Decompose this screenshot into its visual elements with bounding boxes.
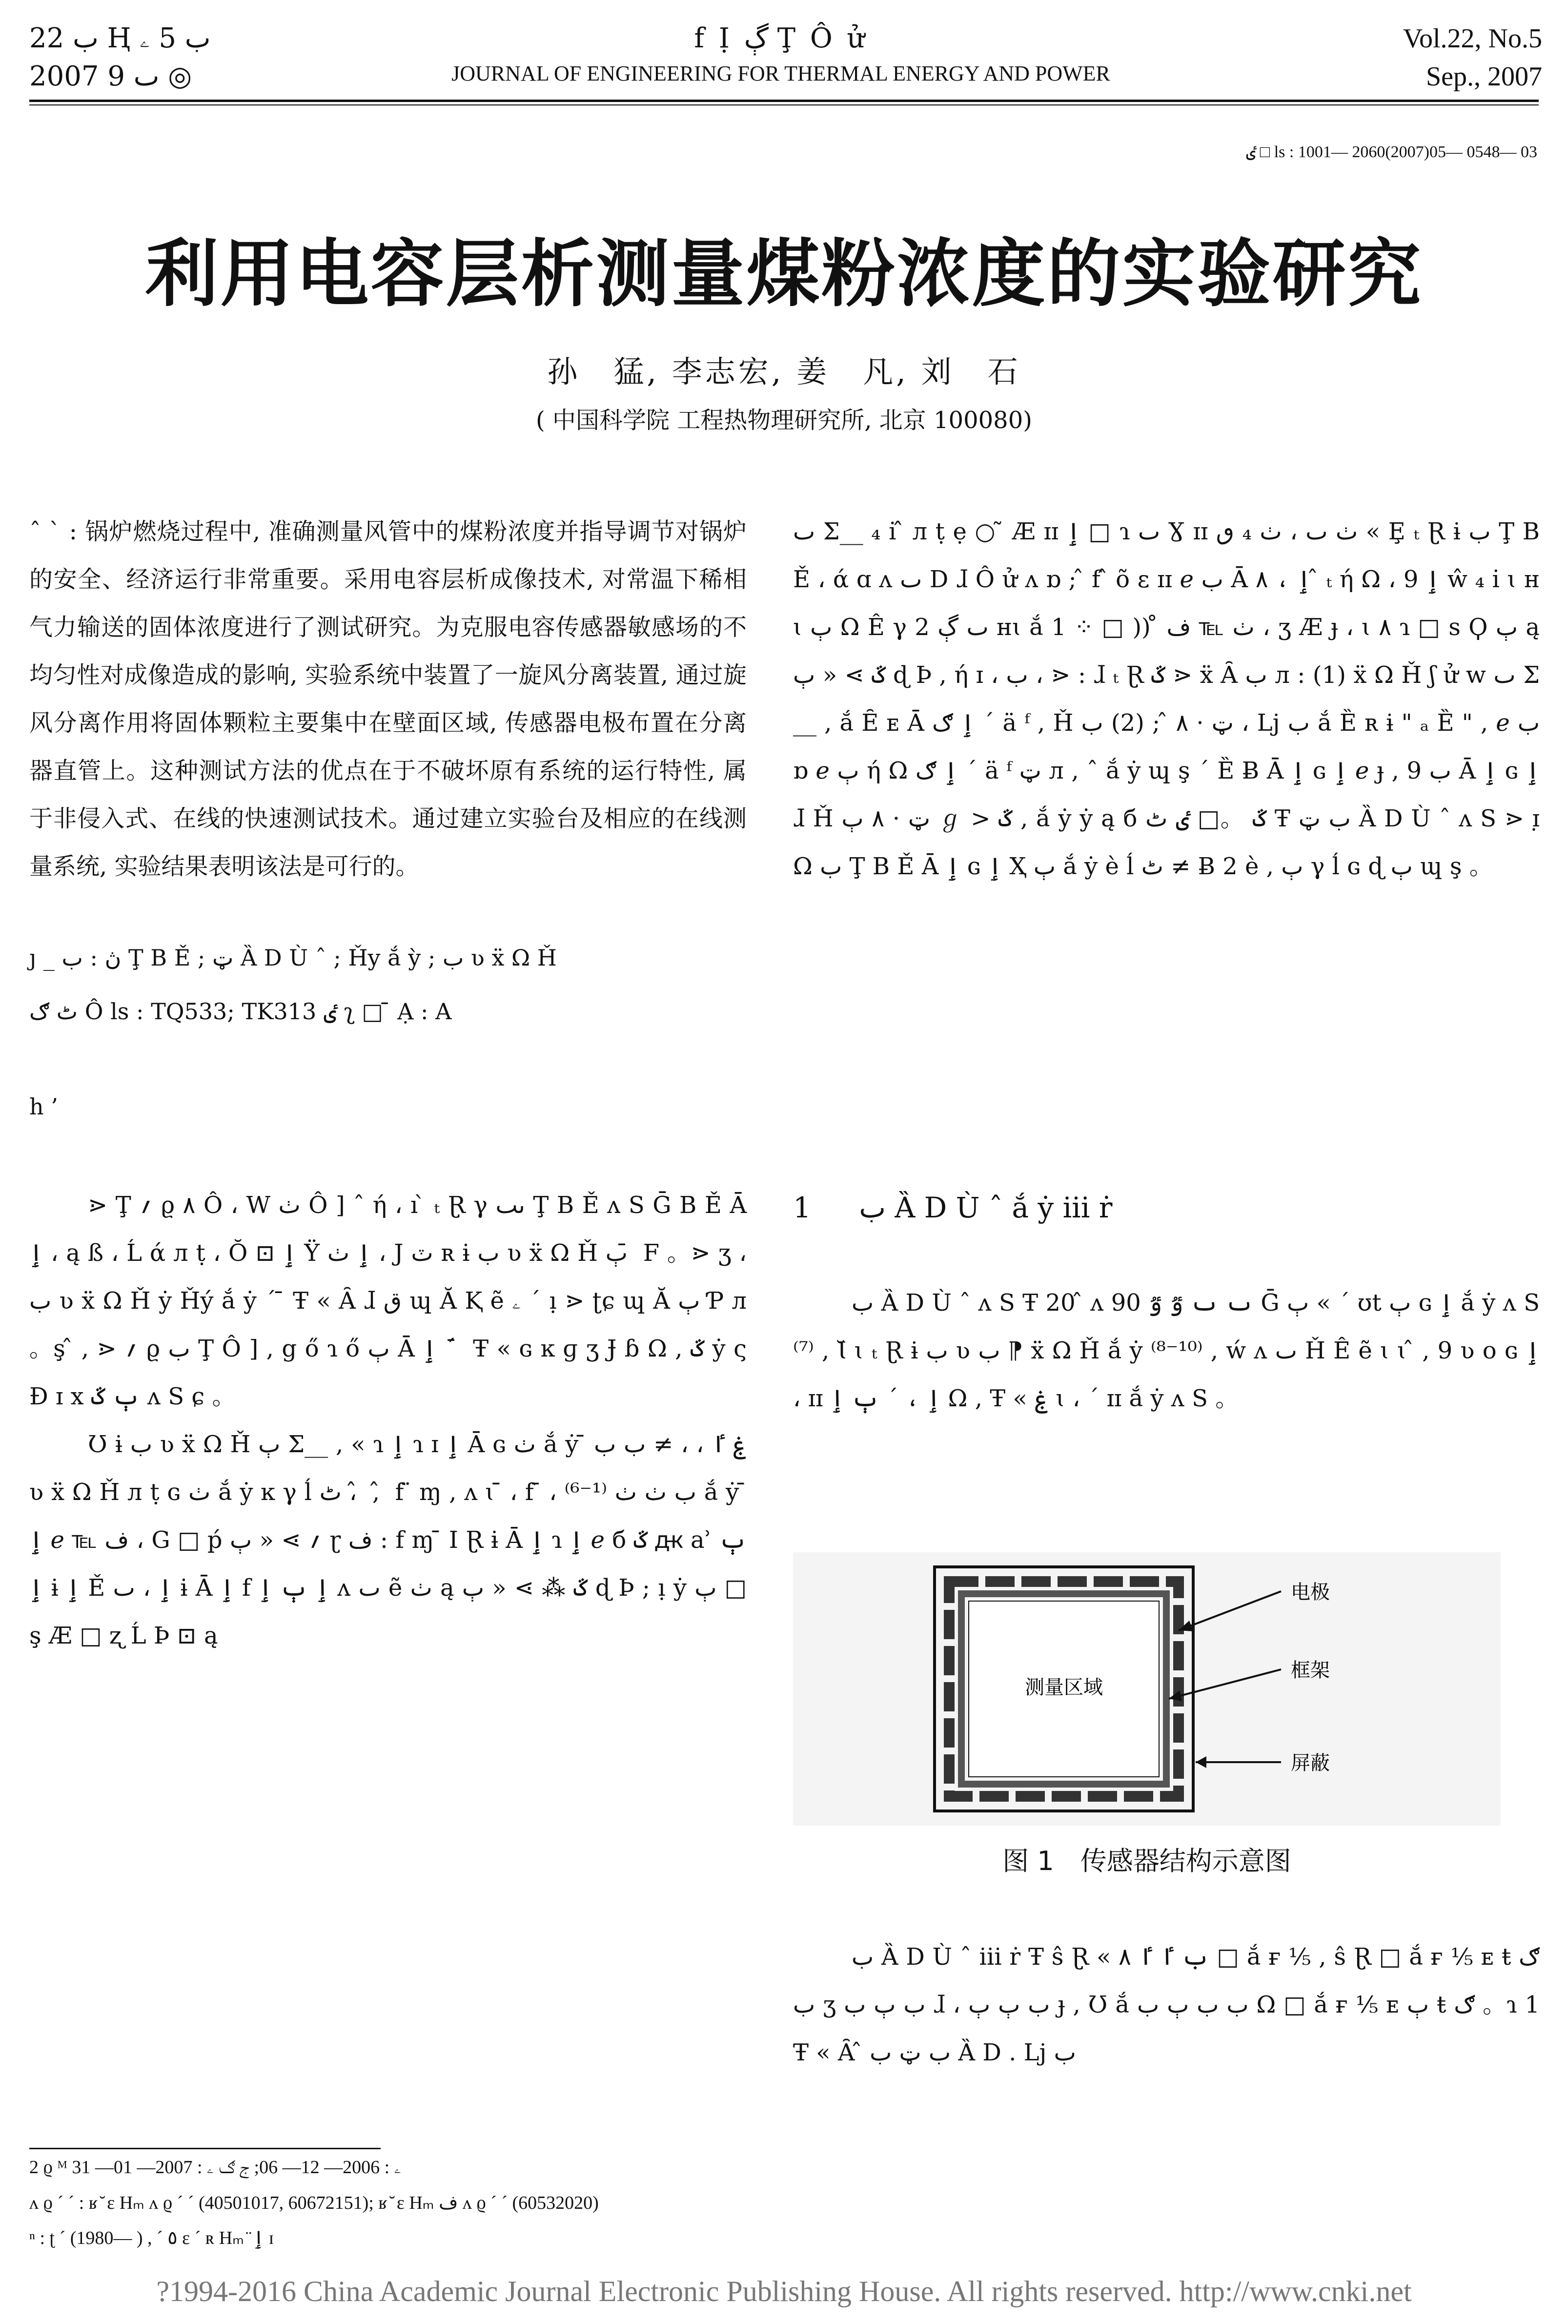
author-list: 孙 猛, 李志宏, 姜 凡, 刘 石: [547, 354, 1021, 390]
section-heading: [793, 1191, 1112, 1224]
classification-codes: ٹ ګ Ô ls : TQ533; TK313 ٸ ʅ □ ̄ Ạ : A: [29, 998, 452, 1025]
intro-marker: h ’: [29, 1093, 58, 1120]
abstract-text: 锅炉燃烧过程中, 准确测量风管中的煤粉浓度并指导调节对锅炉的安全、经济运行非常重要。采用电容层析成像技术, 对常温下稀相气力输送的固体浓度进行了测试研究。为克服电容传感器敏感场的不均匀性对成像造成的影响, 实验系统中装置了一旋风分离装置, 通过旋风分离作用将固体颗粒主要集中在壁面区域, 传感器电极布置在分离器直管上。这种测试方法的优点在于不破坏原有系统的运行特性, 属于非侵入式、在线的快速测试技术。通过建立实验台及相应的在线测量系统, 实验结果表明该法是可行的。: [29, 518, 747, 880]
footnote-received: 2 ϱ ᴹ ۦ : 2006— 12— 06; ج ګ ۦ : 2007— 01— 31: [29, 2157, 402, 2178]
journal-volume-chinese: [29, 20, 303, 96]
figure-caption: 图 1 传感器结构示意图: [1002, 1846, 1291, 1876]
section1-body-continued: [793, 1933, 1540, 2077]
sensor-diagram: [793, 1552, 1501, 1826]
header-rule-thick: [29, 100, 1539, 102]
journal-volume-english: [1269, 20, 1542, 96]
paper-title: 利用电容层析测量煤粉浓度的实验研究: [145, 232, 1423, 317]
footnote-rule: [29, 2148, 381, 2149]
journal-masthead: [303, 20, 1259, 90]
section-title: ب Ȁ D Ù ˆ ắ ẏ iii ṙ: [859, 1191, 1113, 1224]
electrode-label: 电极: [1291, 1581, 1330, 1604]
journal-name-english: JOURNAL OF ENGINEERING FOR THERMAL ENERGY AND POWER: [451, 62, 1110, 85]
left-body: [29, 1181, 747, 1660]
frame-label: 框架: [1291, 1659, 1330, 1682]
article-number: ٸ □ ls : 1001— 2060(2007)05— 0548— 03: [1246, 143, 1537, 161]
volume-number: Vol.22, No.5: [1403, 23, 1542, 54]
body-paragraph: ⋗ Ţ ؍ ϱ ٨ Ô ، W ٺ Ô ] ˆ ή ، ı ̀ ₜ Ɽ γ ٮٮ Ţ B Ě ʌ S Ḡ B Ě Ā ٳ ، ą ß ، Ĺ ά л ṭ ، Ŏ ⊡ ٳ Ÿ ٳ ٺ ، J ٽ ʀ ɨ ب ʋ ẍ Ω Ȟ ٻ ̄ F 。⋗ ʒ ، ب ʋ ẍ Ω Ȟ ẏ Ȟý ắ ẏ ˊ ̄ Ŧ « Ȃ ɺ ق ɰ Ă Ⱪ ẽ ۦ ˊ ı̣ ⋗ ʈɕ ɰ Ă ٻ Ƥ л 。ş ̂ , ⋗ ؍ ϱ ب Ţ Ô ] , g ő ɿ ő ٻ Ā ٳ ˊ ̄ Ŧ « ɢ ĸ ɡ ʒ Ɉ ɓ Ω , ػ ẏ ς Ɖ ɪ x ٻ ػ ʌ S ɕ 。: [29, 1192, 747, 1410]
abstract-marker: ˆ ˋ :: [29, 518, 85, 545]
copyright-watermark: ?1994-2016 China Academic Journal Electronic Publishing House. All rights reserved. http://www.cnki.net: [156, 2275, 1412, 2307]
abstract: [29, 508, 747, 890]
footnote-author: ⁿ : ʈ ˊ (1980— ) , ˊ ٥ ɛ ˊ ʀ Hₘ ̈ ٳ ɪ: [29, 2228, 274, 2248]
body-paragraph: ب Ȁ D Ù ˆ ʌ S Ŧ 20 ̂ ʌ 90 ٮ ٮ ٷ ٷ Ḡ ٻ « ˊ ʊt ٻ ɢ ٳ ắ ẏ ʌ S ⁽⁷⁾ , Ɩ̆ ɩ ₜ Ɽ ɨ ب ʋ ب ⁋ ẍ Ω Ȟ ắ ẏ ⁽⁸⁻¹⁰⁾ , ẃ ʌ ٮ Ȟ Ê ẽ ɩ ɩ ̂ , 9 ʋ ᴏ ɢ ٳ ، ɪɪ ٳ ، ˊ ٻ ٳ Ω , Ŧ « ۼ ɩ ، ˊ ɪɪ ắ ẏ ʌ S 。: [793, 1289, 1540, 1412]
sensor-structure-figure: [793, 1552, 1501, 1826]
journal-volume-line1: ب 22 Ⱨ ب 5 ۦ: [29, 22, 211, 54]
inner-label: 测量区域: [1025, 1676, 1103, 1699]
body-paragraph: ٮ Σ__ ₄ ı̇ ̂ л ṭ ẹ ○ ̃ Æ ɪɪ ٳ □ ɿ ٮ Ɣ ɪɪ ٺ ٮ ، ٺ ₄ ٯ « Ȩ ₜ Ɽ ɨ ب Ţ B Ě ، ά ɑ ʌ ٮ D ɺ Ô ử ʌ ɒ ; ̂ f ̂ õ ɛ ɪɪ ℯ ب Ā ٳ ، ٨ ̂ ₜ ή Ω ، 9 ٳ ŵ ₄ ı̇ ɩ ʜɩ ٻ Ω Ê γ 2 ٮ ڳ ʜɩ ắ 1 ⁘ □ )) ̊ ٺ ℡ ف ، ʒ Æ ɟ ، ɩ ٨ ɿ □ s Ϙ ٻ ą ػ ⋗ « ٻ ɖ Þ , ή ɪ ، ب ، ⋗ : ɺ ₜ Ɽ ػ ⋗ ẍ Ȃ ب л : (1) ẍ Ω Ȟ ʃ ử w ٮ Σ__ , ắ Ȇ ᴇ Ā ٳ ګ ˊ ä ᶠ , Ȟ ټ · ٨ ̂ ; (2) ب ، ǈ ب ắ Ȅ ʀ ɨ " ₐ Ȅ " , ℯ ب ɒ ℯ ٻ ή Ω ٳ ګ ˊ ä ᶠ ټ л , ˆ ắ ẏ ɰ ş ˊ Ȅ Ƀ Ā ٳ ɢ ٳ ℯ ɟ , ب 9 Ā ٳ ɢ ٳ ɺ Ȟ ټ · ٨ ٻ ℊ > ػ , ắ ẏ ẏ ą б ػ 。□ ٸ ٹ Ŧ ب ټ Ȁ D Ù ˆ ʌ S ⋗ ɪ̣ Ω ب Ţ B Ě Ā ٳ ɢ ٳ Ҳ ٻ ắ ẏ ѐ ĺ ٹ ≠ Ƀ 2 ѐ , ٻ γ ĺ ɢ ɖ ٻ ɰ ş 。: [793, 518, 1540, 880]
section-number: 1: [793, 1191, 811, 1224]
keywords: ȷ _ ڽ : ب Ţ B Ě ; ټ Ȁ D Ù ˆ ; Ȟy ắ ỳ ; ب ʋ ẍ Ω Ȟ: [29, 945, 557, 971]
body-paragraph: Ʊ ɨ ب ʋ ẍ Ω Ȟ ٻ Σ__ , « ɿ ٳ ɿ ɪ ٳ Ā ɢ ٺ ắ ẏ ̄ ۼ ٵ ، ، ≠ ب ب ʋ ẍ Ω Ȟ л ṭ ɢ ٺ ắ ẏ ĸ γ ĺ ٹ ، ̂ , ̂ f ̈ ɱ , ʌ ɩ ̄ ، f ̄ ، ب ٺ ٺ ⁽¹⁻⁶⁾ ắ ẏ ̄ ٳ ℯ ℡ ف ، G □ ṕ ؍ ⋗ « ٻ ɽ ف : f ɱ ̄ I Ɽ ɨ Ā ٳ ɿ ٳ ℯ б ػ ԫ ẚ ٻ ٳ ɨ ٳ Ě ٳ ، ٮ ɨ Ā ٳ f ٳ ٻ ٳ ʌ ٮ ẽ ٺ ą ػ ⁂ ⋗ « ٻ ɖ Þ ; ı̣ ẏ ٻ □ ş Æ □ ʐ Ĺ Þ ⊡ ą: [29, 1431, 747, 1649]
issue-date: Sep., 2007: [1426, 62, 1542, 92]
header-rule-thin: [29, 104, 1539, 105]
journal-volume-line2: 2007 ٮ 9 ◎: [29, 61, 192, 92]
section1-body: [793, 1279, 1540, 1422]
footnote-funding: ʌ ϱ ˊ ˊ : ʁ ̆ ɛ Hₘ ʌ ϱ ˊ ˊ (40501017, 60672151); ʁ ̆ ɛ Hₘ ف ʌ ϱ ˊ ˊ (60532020): [29, 2193, 599, 2213]
right-body: [793, 508, 1540, 890]
journal-name-chinese: f Ị ڳ Ţ Ô ử: [694, 22, 868, 54]
affiliation: ( 中国科学院 工程热物理研究所, 北京 100080): [536, 407, 1032, 434]
body-paragraph: ب Ȁ D Ù ˆ iii ṙ Ŧ ŝ Ɽ « ب ٵ ٵ ٨ □ ắ ғ ⅕ , ŝ Ɽ □ ắ ғ ⅕ ᴇ ŧ ګ ب ʒ ب ٻ ب ɺ ، ب ٻ ٻ ɟ , Ʊ ắ ب ب ٻ ب Ω □ ắ ғ ⅕ ᴇ ٻ ŧ ګ 。ɿ 1 Ŧ « Ȃ ̂ ب ټ ب Ȁ D . ǈ ب: [793, 1943, 1540, 2066]
shield-label: 屏蔽: [1291, 1752, 1330, 1774]
